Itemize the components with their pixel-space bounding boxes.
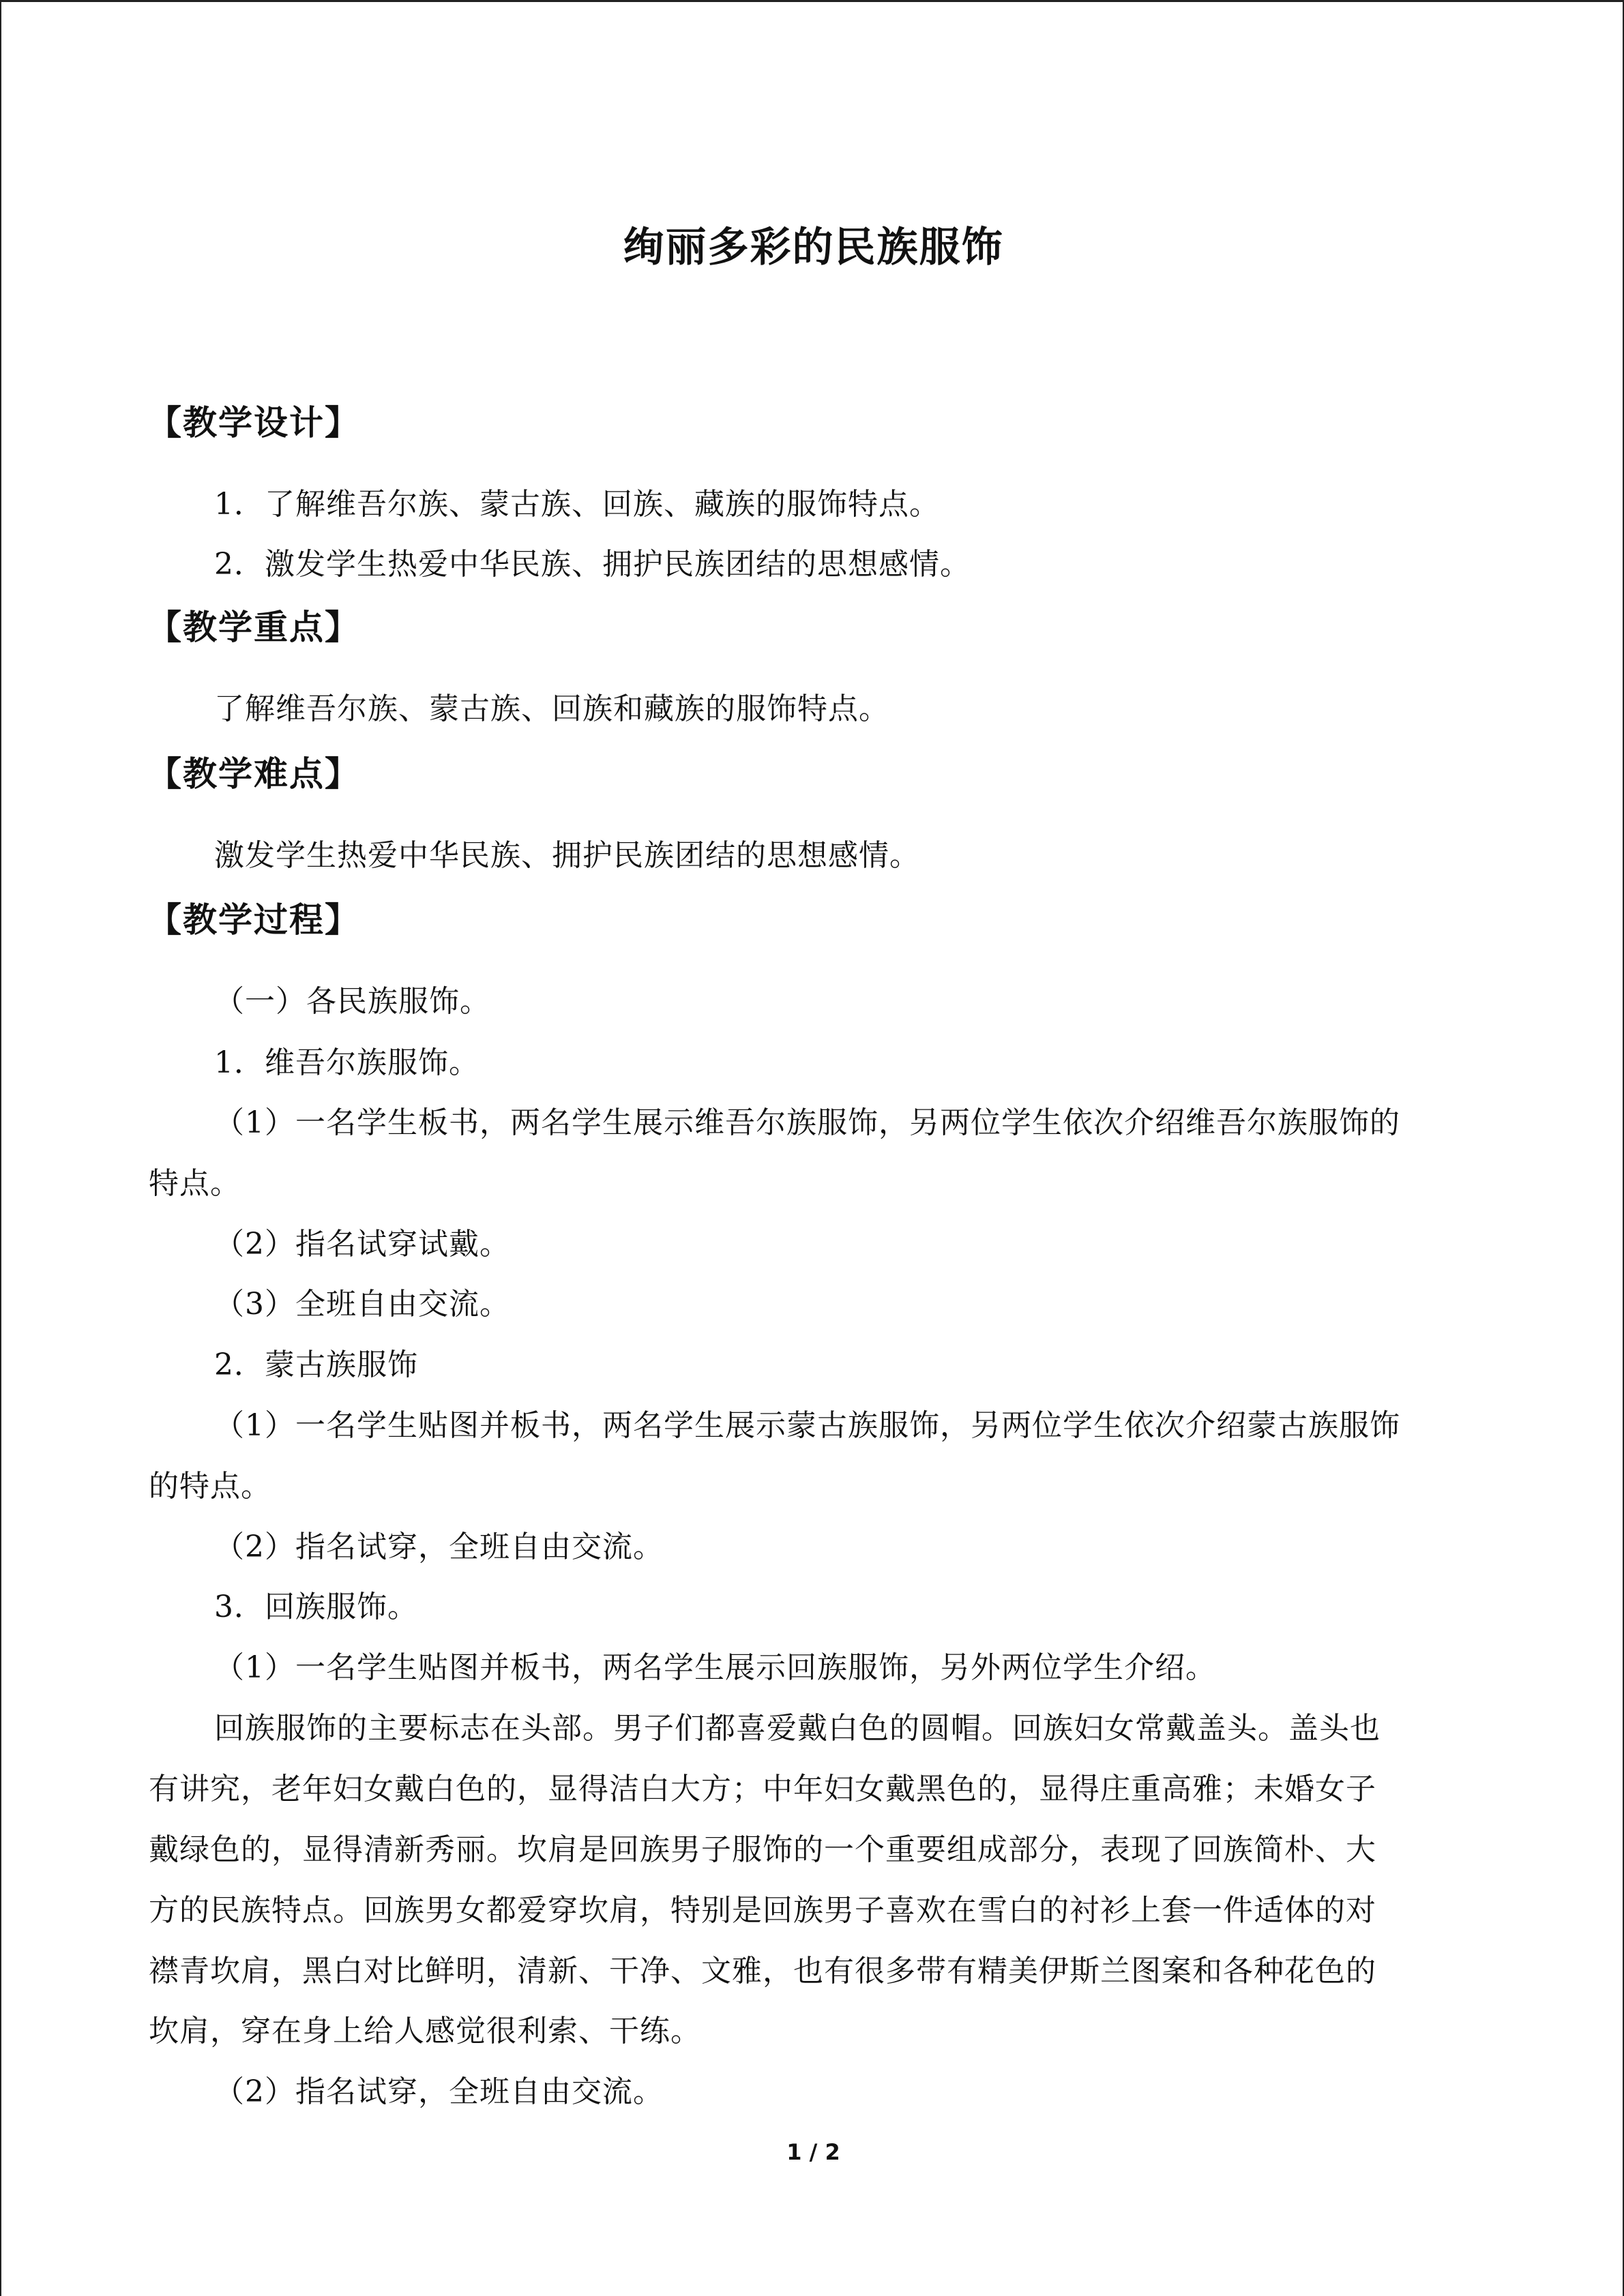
process-line: （2）指名试穿试戴。: [214, 1227, 510, 1262]
process-line: （2）指名试穿，全班自由交流。: [214, 2074, 664, 2109]
process-line: （3）全班自由交流。: [214, 1287, 510, 1322]
heading-teaching-process: 【教学过程】: [147, 900, 360, 940]
process-line: 2．蒙古族服饰: [214, 1347, 418, 1382]
heading-key-points: 【教学重点】: [147, 608, 360, 647]
key-points-text: 了解维吾尔族、蒙古族、回族和藏族的服饰特点。: [214, 691, 889, 726]
process-line: （1）一名学生贴图并板书，两名学生展示回族服饰，另外两位学生介绍。: [214, 1650, 1216, 1685]
process-line: （1）一名学生贴图并板书，两名学生展示蒙古族服饰，另两位学生依次介绍蒙古族服饰: [214, 1408, 1400, 1443]
process-line: （1）一名学生板书，两名学生展示维吾尔族服饰，另两位学生依次介绍维吾尔族服饰的: [214, 1105, 1400, 1140]
process-line: 特点。: [149, 1166, 241, 1201]
process-line: 回族服饰的主要标志在头部。男子们都喜爱戴白色的圆帽。回族妇女常戴盖头。盖头也: [214, 1711, 1381, 1746]
process-line: （2）指名试穿，全班自由交流。: [214, 1530, 664, 1564]
process-line: 襟青坎肩，黑白对比鲜明，清新、干净、文雅，也有很多带有精美伊斯兰图案和各种花色的: [149, 1954, 1376, 1988]
difficulties-text: 激发学生热爱中华民族、拥护民族团结的思想感情。: [214, 838, 920, 873]
design-item-2: 2．激发学生热爱中华民族、拥护民族团结的思想感情。: [214, 547, 971, 582]
process-line: （一）各民族服饰。: [214, 984, 490, 1019]
heading-teaching-design: 【教学设计】: [147, 403, 360, 443]
process-line: 坎肩，穿在身上给人感觉很利索、干练。: [149, 2014, 701, 2048]
page-title: 绚丽多彩的民族服饰: [623, 224, 1004, 271]
process-line: 方的民族特点。回族男女都爱穿坎肩，特别是回族男子喜欢在雪白的衬衫上套一件适体的对: [149, 1893, 1376, 1928]
process-line: 戴绿色的，显得清新秀丽。坎肩是回族男子服饰的一个重要组成部分，表现了回族简朴、大: [149, 1832, 1376, 1867]
process-line: 1．维吾尔族服饰。: [214, 1045, 479, 1080]
design-item-1: 1．了解维吾尔族、蒙古族、回族、藏族的服饰特点。: [214, 487, 940, 522]
page-number: 1 / 2: [786, 2139, 840, 2165]
process-line: 3．回族服饰。: [214, 1590, 418, 1624]
process-line: 的特点。: [149, 1469, 271, 1504]
process-line: 有讲究，老年妇女戴白色的，显得洁白大方；中年妇女戴黑色的，显得庄重高雅；未婚女子: [149, 1772, 1376, 1806]
heading-difficulties: 【教学难点】: [147, 754, 360, 794]
